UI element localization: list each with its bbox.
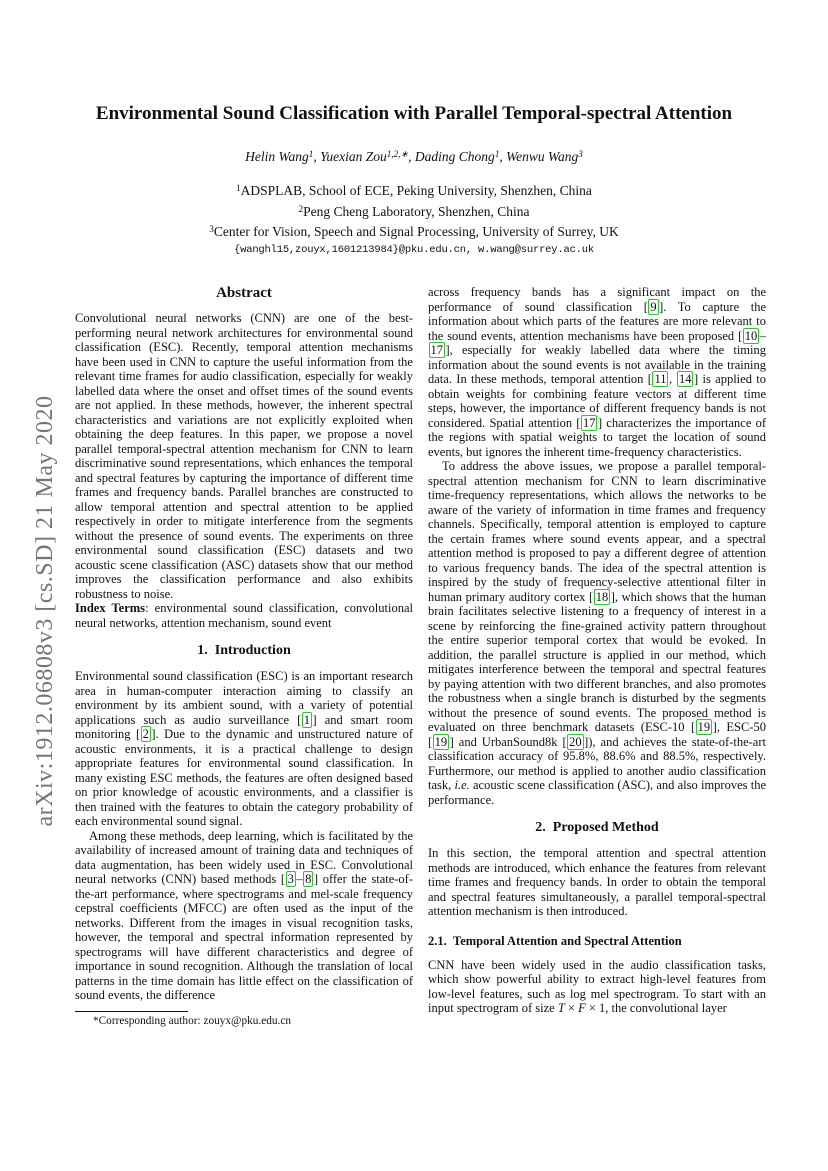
index-terms: Index Terms: environmental sound classification, convolutional neural networks, attention mechanism, sound event [75, 601, 413, 630]
footnote [75, 1011, 413, 1028]
paper-title: Environmental Sound Classification with Parallel Temporal-spectral Attention [95, 103, 733, 124]
emails-line: {wanghl15,zouyx,1601213984}@pku.edu.cn, w.wang@surrey.ac.uk [234, 244, 594, 256]
method-intro-paragraph: In this section, the temporal attention and spectral attention methods are introduced, which enhance the features from relevant time frames and frequency bands. In order to obtain the temporal and spectral features simultaneously, a parallel temporal-spectral attention mechanism is then introduced. [428, 846, 766, 918]
citation-link[interactable]: 20 [569, 734, 582, 749]
citation-link[interactable]: 3 [287, 872, 294, 886]
affiliation-1: $^1$ADSPLAB, School of ECE, Peking University, Shenzhen, China [236, 182, 592, 198]
abstract-paragraph: Convolutional neural networks (CNN) are one of the best-performing neural network architectures for environmental sound classification (ESC). Recently, temporal attention mechanisms have been used in CNN to capture the useful information from the relevant time frames for audio classification, especially for weakly labelled data where the onset and offset times of the sound events are not applied. In these methods, however, the inherent spectral characteristics and variations are not explicitly exploited when obtaining the deep features. In this paper, we propose a novel parallel temporal-spectral attention mechanism for CNN to learn discriminative sound representations, which enhances the temporal and spectral features by capturing the importance of different time frames and frequency bands. Parallel branches are constructed to allow temporal attention and spectral attention to be applied respectively in order to mitigate interference from the segments without the presence of sound events. The experiments on three environmental sound classification (ESC) datasets and two acoustic scene classification (ASC) datasets show that our method improves the classification performance and also exhibits robustness to noise. [75, 311, 413, 601]
intro-paragraph-1: Environmental sound classification (ESC) is an important research area in human-computer interaction aiming to classify an environment by its ambient sound, with a variety of potential applications such as audio surveillance [ 1 ] and smart room monitoring [ 2 ]. Due to the dynamic and unstructured nature of acoustic environments, it is a practical challenge to design appropriate features for environmental sound classification. In many existing ESC methods, the features are often designed based on prior knowledge of acoustic environments, and a classifier is then trained with the features to obtain the category probability of each environmental sound signal. [75, 669, 414, 828]
citation-link[interactable]: 2 [142, 727, 149, 741]
right-column [428, 285, 766, 1016]
citation-link[interactable]: 18 [595, 589, 609, 604]
citation-link[interactable]: 17 [582, 415, 596, 430]
citation-link[interactable]: 19 [697, 720, 711, 734]
section-heading-proposed-method: 2. Proposed Method [535, 820, 659, 835]
citation-link[interactable]: 9 [650, 299, 657, 314]
citation-link[interactable]: 19 [434, 734, 448, 749]
citation-link[interactable]: 8 [305, 872, 312, 886]
intro-continuation-paragraph: across frequency bands has a significant impact on the performance of sound classification [ 9 ]. To capture the information about which parts of the features are more relevant to the sound events, attention mechanisms have been proposed [ 10 –17 ], especially for weakly labelled data where the timing information about the sound events is not available in the training data. In these methods, temporal attention [ 11 , 14 ] is applied to obtain weights for combining feature vectors at different time steps, however, the importance of different frequency bands is not considered. Spatial attention [ 17 ] characterizes the importance of the regions with spatial weights to target the location of sound events, but ignores the inherent time-frequency characteristics. [428, 285, 767, 459]
affiliation-2: $^2$Peng Cheng Laboratory, Shenzhen, China [298, 203, 530, 219]
subsection-heading-2-1: 2.1. Temporal Attention and Spectral Attention [428, 933, 682, 948]
arxiv-stamp: arXiv:1912.06808v3 [cs.SD] 21 May 2020 [32, 395, 58, 827]
citation-link[interactable]: 1 [303, 712, 310, 727]
citation-link[interactable]: 11 [654, 372, 667, 386]
citation-link[interactable]: 14 [678, 372, 692, 386]
citation-link[interactable]: 17 [430, 343, 443, 357]
section-heading-introduction: 1. Introduction [197, 643, 291, 658]
intro-paragraph-2: Among these methods, deep learning, which is facilitated by the availability of increased amount of training data and techniques of data augmentation, has been widely used in ESC. Convolutional neural networks (CNN) based methods [ 3 – 8 ] offer the state-of-the-art performance, where spectrograms and mel-scale frequency cepstral coefficients (MFCC) are often used as the input of the networks. Different from the images in visual recognition tasks, however, the temporal and spectral information represented by spectrograms will have different characteristics and degree of importance in sound recognition. Although the translation of local patterns in the time domain has little effect on the classification of sound events, the difference [75, 828, 414, 1002]
subsection-paragraph: CNN have been widely used in the audio classification tasks, which show powerful ability to extract high-level features from low-level features, such as log mel spectrogram. To start with an input spectrogram of size T × F × 1, the convolutional layer [428, 957, 766, 1015]
citation-link[interactable]: 10 [744, 328, 758, 343]
left-column [75, 285, 413, 1003]
intro-paragraph-3: To address the above issues, we propose a parallel temporal-spectral attention mechanism for CNN to learn discriminative time-frequency representations, which allows the networks to be aware of the variety of information in time frames and frequency channels. Specifically, temporal attention is employed to capture the certain frames where sound events appear, and a spectral attention method is proposed to pay a different degree of attention to various frequency bands. The idea of the spectral attention is inspired by the study of frequency-selective attentional filter in human primary auditory cortex [ 18 ], which shows that the human brain facilitates selective listening to a frequency of interest in a scene by reinforcing the fine-grained activity pattern throughout the entire superior temporal cortex that would be evoked. In addition, the parallel structure is applied in our method, which mitigates interference between the temporal and spectral features by paying attention with two different branches, and also promotes the robustness when a single branch is disturbed by the segments without the presence of sound events. The proposed method is evaluated on three benchmark datasets (ESC-10 [ 19 ], ESC-50 [ 19 ] and UrbanSound8k [ 20 ]), and achieves the state-of-the-art classification accuracy of 95.8%, 88.6% and 88.5%, respectively. Furthermore, our method is applied to another audio classification task, i.e. acoustic scene classification (ASC), and also improves the performance. [428, 459, 767, 807]
footnote-text: *Corresponding author: zouyx@pku.edu.cn [93, 1015, 292, 1027]
abstract-heading: Abstract [216, 285, 272, 301]
affiliation-3: $^3$Center for Vision, Speech and Signal Processing, University of Surrey, UK [209, 224, 619, 240]
footnote-rule [75, 1011, 188, 1012]
affiliations-block [40, 181, 788, 243]
authors-line: Helin Wang$^1$, Yuexian Zou$^{1,2,∗}$, Dading Chong$^1$, Wenwu Wang$^3$ [245, 148, 583, 164]
